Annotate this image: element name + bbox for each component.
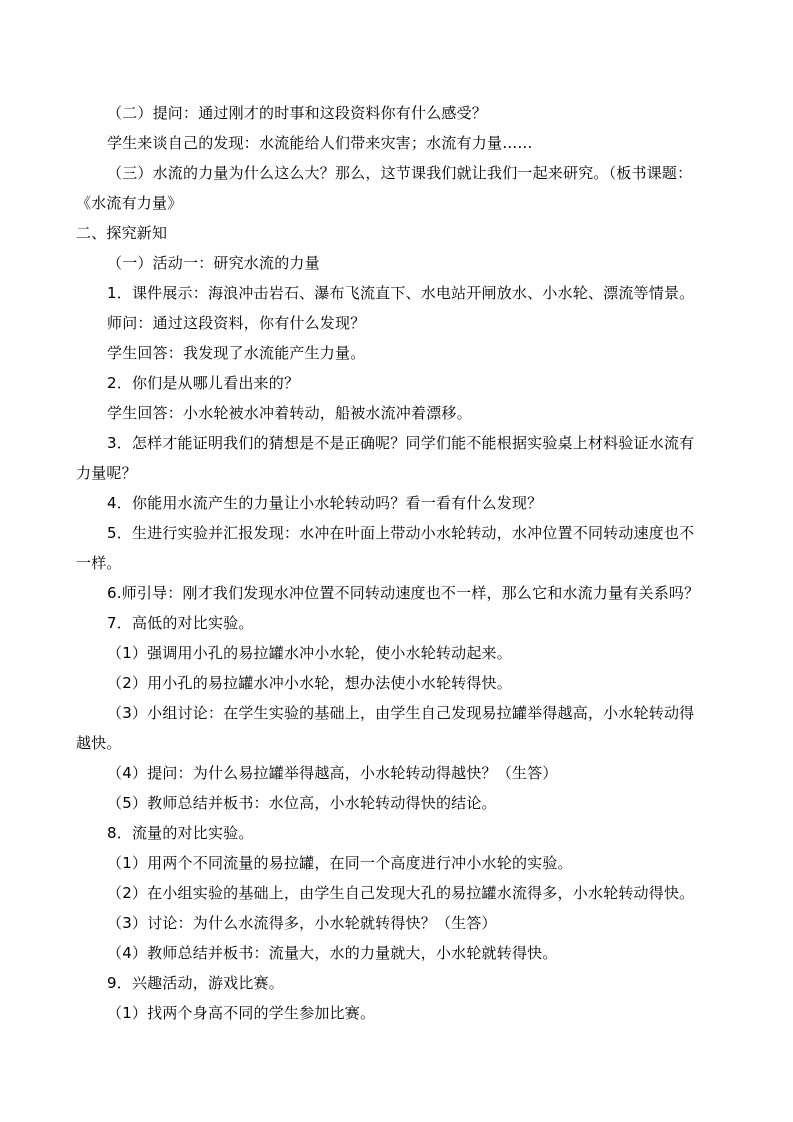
- text-line: （三）水流的力量为什么这么大？那么，这节课我们就让我们一起来研究。（板书课题：: [107, 164, 693, 182]
- text-line: 《水流有力量》: [76, 194, 183, 212]
- text-line: 学生来谈自己的发现：水流能给人们带来灾害；水流有力量……: [107, 134, 533, 152]
- text-line: （1）找两个身高不同的学生参加比赛。: [107, 1004, 376, 1022]
- text-line: 4．你能用水流产生的力量让小水轮转动吗？看一看有什么发现？: [107, 494, 543, 512]
- text-line: 一样。: [76, 554, 122, 572]
- text-line: （4）提问：为什么易拉罐举得越高，小水轮转动得越快？（生答）: [107, 764, 558, 782]
- text-line: （2）在小组实验的基础上，由学生自己发现大孔的易拉罐水流得多，小水轮转动得快。: [107, 884, 695, 902]
- text-line: （4）教师总结并板书：流量大，水的力量就大，小水轮就转得快。: [107, 944, 558, 962]
- text-line: （3）小组讨论：在学生实验的基础上，由学生自己发现易拉罐举得越高，小水轮转动得: [107, 704, 695, 722]
- text-line: （5）教师总结并板书：水位高，小水轮转动得快的结论。: [107, 794, 497, 812]
- text-line: 7．高低的对比实验。: [107, 614, 254, 632]
- text-line: 3．怎样才能证明我们的猜想是不是正确呢？同学们能不能根据实验桌上材料验证水流有: [107, 434, 695, 452]
- text-line: 越快。: [76, 734, 122, 752]
- text-line: 师问：通过这段资料，你有什么发现？: [107, 314, 366, 332]
- text-line: 8．流量的对比实验。: [107, 824, 254, 842]
- text-line: （3）讨论：为什么水流得多，小水轮就转得快？（生答）: [107, 914, 497, 932]
- text-line: （一）活动一：研究水流的力量: [107, 254, 320, 272]
- text-line: 6.师引导：刚才我们发现水冲位置不同转动速度也不一样，那么它和水流力量有关系吗？: [107, 584, 700, 602]
- text-line: （二）提问：通过刚才的时事和这段资料你有什么感受？: [107, 104, 488, 122]
- text-line: （1）用两个不同流量的易拉罐，在同一个高度进行冲小水轮的实验。: [107, 854, 573, 872]
- text-line: （1）强调用小孔的易拉罐水冲小水轮，使小水轮转动起来。: [107, 644, 512, 662]
- section-heading: 二、探究新知: [76, 224, 168, 242]
- text-line: （2）用小孔的易拉罐水冲小水轮，想办法使小水轮转得快。: [107, 674, 512, 692]
- text-line: 学生回答：我发现了水流能产生力量。: [107, 344, 366, 362]
- text-line: 5．生进行实验并汇报发现：水冲在叶面上带动小水轮转动，水冲位置不同转动速度也不: [107, 524, 695, 542]
- text-line: 力量呢？: [76, 464, 137, 482]
- text-line: 2．你们是从哪儿看出来的？: [107, 374, 300, 392]
- text-line: 1．课件展示：海浪冲击岩石、瀑布飞流直下、水电站开闸放水、小水轮、漂流等情景。: [107, 284, 695, 302]
- text-line: 9．兴趣活动，游戏比赛。: [107, 974, 284, 992]
- text-line: 学生回答：小水轮被水冲着转动，船被水流冲着漂移。: [107, 404, 472, 422]
